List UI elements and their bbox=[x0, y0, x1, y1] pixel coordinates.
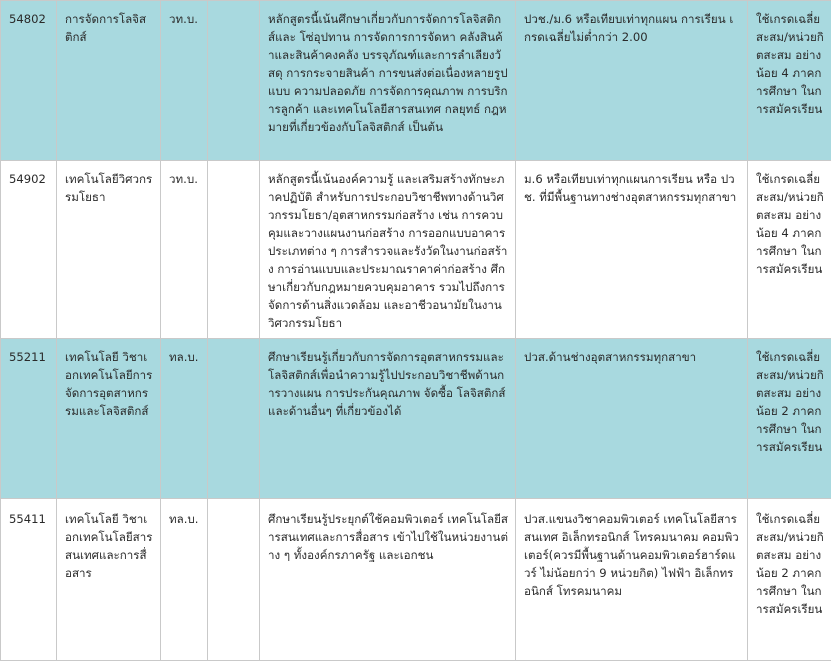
degree-type: วท.บ. bbox=[161, 1, 208, 161]
table-row bbox=[1, 1, 831, 161]
empty-cell bbox=[208, 1, 260, 161]
empty-cell bbox=[208, 161, 260, 339]
table-row bbox=[1, 499, 831, 661]
admission-qualification: ปวส.ด้านช่างอุตสาหกรรมทุกสาขา bbox=[516, 339, 748, 499]
admission-qualification: ปวช./ม.6 หรือเทียบเท่าทุกแผน การเรียน เกรดเฉลี่ยไม่ต่ำกว่า 2.00 bbox=[516, 1, 748, 161]
gpa-requirement: ใช้เกรดเฉลี่ยสะสม/หน่วยกิตสะสม อย่างน้อย 2 ภาคการศึกษา ในการสมัครเรียน bbox=[748, 499, 831, 661]
admission-qualification: ปวส.แขนงวิชาคอมพิวเตอร์ เทคโนโลยีสารสนเทศ อิเล็กทรอนิกส์ โทรคมนาคม คอมพิวเตอร์(ควรมีพื้นฐานด้านคอมพิวเตอร์ฮาร์ดแวร์ ไม่น้อยกว่า 9 หน่วยกิต) ไฟฟ้า อิเล็กทรอนิกส์ โทรคมนาคม bbox=[516, 499, 748, 661]
empty-cell bbox=[208, 339, 260, 499]
degree-type: ทล.บ. bbox=[161, 499, 208, 661]
admission-qualification: ม.6 หรือเทียบเท่าทุกแผนการเรียน หรือ ปวช. ที่มีพื้นฐานทางช่างอุตสาหกรรมทุกสาขา bbox=[516, 161, 748, 339]
program-description: ศึกษาเรียนรู้ประยุกต์ใช้คอมพิวเตอร์ เทคโนโลยีสารสนเทศและการสื่อสาร เข้าไปใช้ในหน่วยงานต่าง ๆ ทั้งองค์กรภาครัฐ และเอกชน bbox=[260, 499, 516, 661]
program-description: หลักสูตรนี้เน้นศึกษาเกี่ยวกับการจัดการโลจิสติกส์และ โซ่อุปทาน การจัดการการจัดหา คลังสินค้าและสินค้าคงคลัง บรรจุภัณฑ์และการลำเลียงวัสดุ การกระจายสินค้า การขนส่งต่อเนื่องหลายรูปแบบ ความปลอดภัย การจัดการคุณภาพ การบริการลูกค้า และเทคโนโลยีสารสนเทศ กลยุทธ์ กฎหมายที่เกี่ยวข้องกับโลจิสติกส์ เป็นต้น bbox=[260, 1, 516, 161]
empty-cell bbox=[208, 499, 260, 661]
table-row bbox=[1, 161, 831, 339]
table-row bbox=[1, 339, 831, 499]
program-description: ศึกษาเรียนรู้เกี่ยวกับการจัดการอุตสาหกรรมและโลจิสติกส์เพื่อนำความรู้ไปประกอบวิชาชีพด้านการวางแผน การประกันคุณภาพ จัดซื้อ โลจิสติกส์ และด้านอื่นๆ ที่เกี่ยวข้องได้ bbox=[260, 339, 516, 499]
program-code: 55411 bbox=[1, 499, 57, 661]
degree-type: ทล.บ. bbox=[161, 339, 208, 499]
program-name: เทคโนโลยีวิศวกรรมโยธา bbox=[57, 161, 161, 339]
program-name: เทคโนโลยี วิชาเอกเทคโนโลยีสารสนเทศและการสื่อสาร bbox=[57, 499, 161, 661]
program-name: เทคโนโลยี วิชาเอกเทคโนโลยีการจัดการอุตสาหกรรมและโลจิสติกส์ bbox=[57, 339, 161, 499]
program-code: 54802 bbox=[1, 1, 57, 161]
gpa-requirement: ใช้เกรดเฉลี่ยสะสม/หน่วยกิตสะสม อย่างน้อย 2 ภาคการศึกษา ในการสมัครเรียน bbox=[748, 339, 831, 499]
gpa-requirement: ใช้เกรดเฉลี่ยสะสม/หน่วยกิตสะสม อย่างน้อย 4 ภาคการศึกษา ในการสมัครเรียน bbox=[748, 161, 831, 339]
gpa-requirement: ใช้เกรดเฉลี่ยสะสม/หน่วยกิตสะสม อย่างน้อย 4 ภาคการศึกษา ในการสมัครเรียน bbox=[748, 1, 831, 161]
program-name: การจัดการโลจิสติกส์ bbox=[57, 1, 161, 161]
degree-type: วท.บ. bbox=[161, 161, 208, 339]
program-code: 55211 bbox=[1, 339, 57, 499]
program-description: หลักสูตรนี้เน้นองค์ความรู้ และเสริมสร้างทักษะภาคปฏิบัติ สำหรับการประกอบวิชาชีพทางด้านวิศวกรรมโยธา/อุตสาหกรรมก่อสร้าง เช่น การควบคุมและวางแผนงานก่อสร้าง การออกแบบอาคารประเภทต่าง ๆ การสำรวจและรังวัดในงานก่อสร้าง การอ่านแบบและประมาณราคาค่าก่อสร้าง ศึกษาเกี่ยวกับกฎหมายควบคุมอาคาร รวมไปถึงการจัดการด้านสิ่งแวดล้อม และอาชีวอนามัยในงานวิศวกรรมโยธา bbox=[260, 161, 516, 339]
program-code: 54902 bbox=[1, 161, 57, 339]
